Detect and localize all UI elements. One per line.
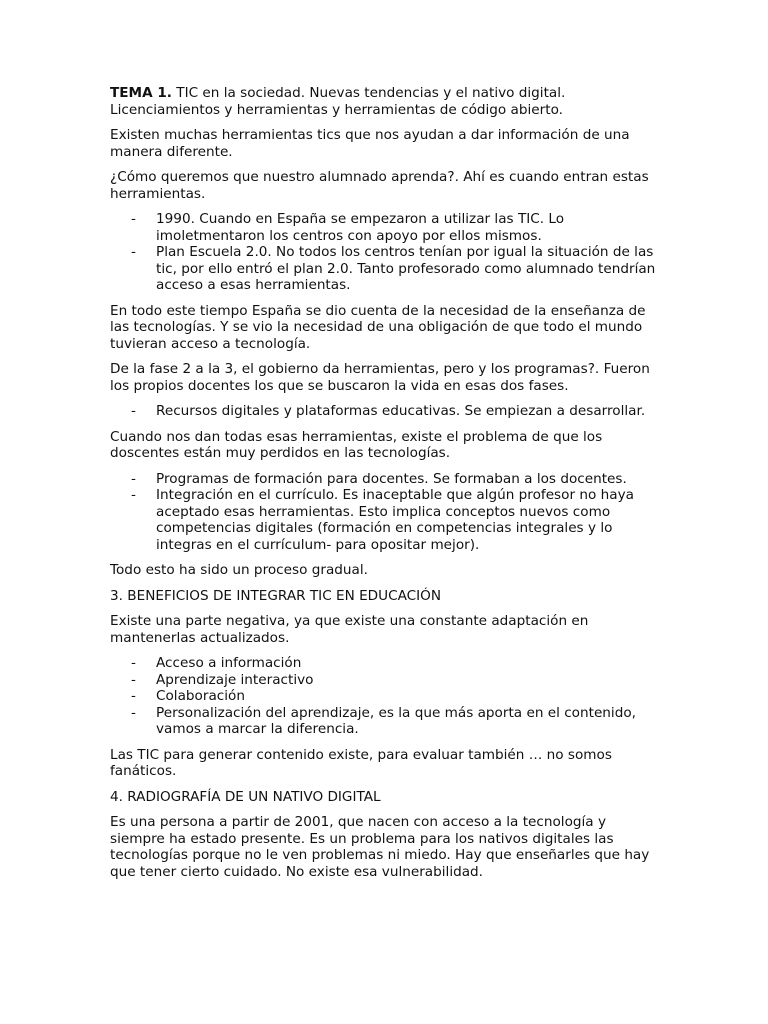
paragraph-3: En todo este tiempo España se dio cuenta de la necesidad de la enseñanza de las tecnologías. Y se vio la necesidad de una obligación de que todo el mundo tuvieran acceso a tecnología.	[110, 302, 646, 352]
list-item	[110, 211, 662, 244]
section-heading-4: 4. RADIOGRAFÍA DE UN NATIVO DIGITAL	[110, 788, 381, 805]
title-text: TIC en la sociedad. Nuevas tendencias y el nativo digital. Licenciamientos y herramientas y herramientas de código abierto.	[110, 85, 566, 118]
title-bold: TEMA 1.	[110, 85, 172, 101]
document-page	[110, 85, 662, 889]
paragraph-1: Existen muchas herramientas tics que nos ayudan a dar información de una manera diferente.	[110, 127, 630, 160]
paragraph-8: Las TIC para generar contenido existe, para evaluar también … no somos fanáticos.	[110, 746, 612, 779]
list-item-text: Aprendizaje interactivo	[156, 671, 314, 688]
dash-bullet: -	[131, 487, 136, 503]
list-item-text: Recursos digitales y plataformas educativas. Se empiezan a desarrollar.	[156, 403, 646, 419]
list-item-text: Programas de formación para docentes. Se formaban a los docentes.	[156, 470, 627, 487]
list-item	[110, 487, 662, 553]
dash-bullet: -	[131, 704, 136, 721]
list-training	[110, 471, 662, 554]
list-item	[110, 471, 662, 488]
dash-bullet: -	[131, 403, 136, 419]
dash-bullet: -	[131, 655, 136, 671]
dash-bullet: -	[131, 671, 136, 688]
paragraph-6: Todo esto ha sido un proceso gradual.	[110, 562, 368, 578]
list-item-text: Personalización del aprendizaje, es la que más aporta en el contenido, vamos a marcar la diferencia.	[156, 704, 636, 737]
paragraph-5: Cuando nos dan todas esas herramientas, existe el problema de que los doscentes están muy perdidos en las tecnologías.	[110, 428, 603, 461]
list-item	[110, 244, 662, 294]
list-item-text: 1990. Cuando en España se empezaron a utilizar las TIC. Lo imoletmentaron los centros con apoyo por ellos mismos.	[156, 211, 565, 244]
list-resources	[110, 403, 662, 420]
list-benefits	[110, 655, 662, 738]
list-item	[110, 655, 662, 672]
paragraph-4: De la fase 2 a la 3, el gobierno da herramientas, pero y los programas?. Fueron los propios docentes los que se buscaron la vida en esas dos fases.	[110, 361, 650, 394]
list-item-text: Colaboración	[156, 688, 245, 704]
section-heading-3: 3. BENEFICIOS DE INTEGRAR TIC EN EDUCACIÓN	[110, 587, 442, 604]
list-item	[110, 403, 662, 420]
list-item	[110, 705, 662, 738]
list-item	[110, 688, 662, 705]
list-item	[110, 672, 662, 689]
paragraph-7: Existe una parte negativa, ya que existe una constante adaptación en mantenerlas actualizados.	[110, 613, 589, 646]
list-item-text: Integración en el currículo. Es inaceptable que algún profesor no haya aceptado esas herramientas. Esto implica conceptos nuevos como competencias digitales (formación en competencias integrales y lo integras en el currículum- para opositar mejor).	[156, 487, 634, 553]
dash-bullet: -	[131, 211, 136, 227]
paragraph-2: ¿Cómo queremos que nuestro alumnado aprenda?. Ahí es cuando entran estas herramientas.	[110, 169, 649, 202]
dash-bullet: -	[131, 470, 136, 487]
dash-bullet: -	[131, 688, 136, 704]
list-item-text: Acceso a información	[156, 655, 302, 671]
dash-bullet: -	[131, 244, 136, 260]
list-item-text: Plan Escuela 2.0. No todos los centros tenían por igual la situación de las tic, por ello entró el plan 2.0. Tanto profesorado como alumnado tendrían acceso a esas herramientas.	[156, 244, 656, 293]
document-title	[110, 85, 662, 118]
list-history	[110, 211, 662, 294]
paragraph-9: Es una persona a partir de 2001, que nacen con acceso a la tecnología y siempre ha estado presente. Es un problema para los nativos digitales las tecnologías porque no le ven problemas ni miedo. Hay que enseñarles que hay que tener cierto cuidado. No existe esa vulnerabilidad.	[110, 814, 650, 880]
